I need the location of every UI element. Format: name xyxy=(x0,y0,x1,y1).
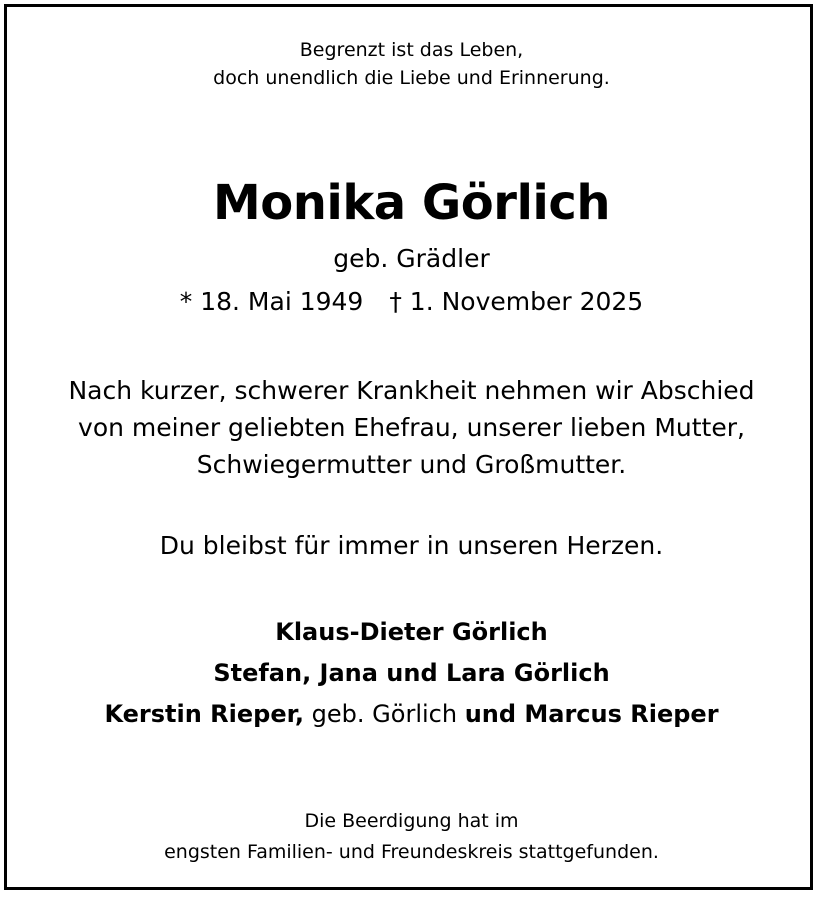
remembrance-line: Du bleibst für immer in unseren Herzen. xyxy=(159,531,664,560)
funeral-line-1: Die Beerdigung hat im xyxy=(304,810,519,832)
message-line-3: Schwiegermutter und Großmutter. xyxy=(196,450,627,479)
deceased-name: Monika Görlich xyxy=(213,175,610,231)
message-line-1: Nach kurzer, schwerer Krankheit nehmen wir Abschied xyxy=(68,376,755,405)
mourner-line-3-partner: und Marcus Rieper xyxy=(464,700,719,728)
motto-line-1: Begrenzt ist das Leben, xyxy=(299,39,524,61)
death-date: † 1. November 2025 xyxy=(389,287,644,316)
funeral-notice xyxy=(0,806,823,868)
mourner-line-3-maiden: geb. Görlich xyxy=(304,700,465,728)
motto xyxy=(0,36,823,92)
mourner-line-3-name: Kerstin Rieper, xyxy=(104,700,305,728)
life-dates xyxy=(0,285,823,319)
message-line-2: von meiner geliebten Ehefrau, unserer lieben Mutter, xyxy=(78,413,745,442)
funeral-line-2: engsten Familien- und Freundeskreis stattgefunden. xyxy=(164,841,659,863)
motto-line-2: doch unendlich die Liebe und Erinnerung. xyxy=(213,67,610,89)
mourner-line-2: Stefan, Jana und Lara Görlich xyxy=(213,659,610,687)
mourner-line-3 xyxy=(0,694,823,735)
birth-date: * 18. Mai 1949 xyxy=(179,287,364,316)
mourners-list xyxy=(0,612,823,735)
maiden-name: geb. Grädler xyxy=(333,244,490,273)
farewell-message xyxy=(0,372,823,483)
mourner-line-1: Klaus-Dieter Görlich xyxy=(275,618,548,646)
